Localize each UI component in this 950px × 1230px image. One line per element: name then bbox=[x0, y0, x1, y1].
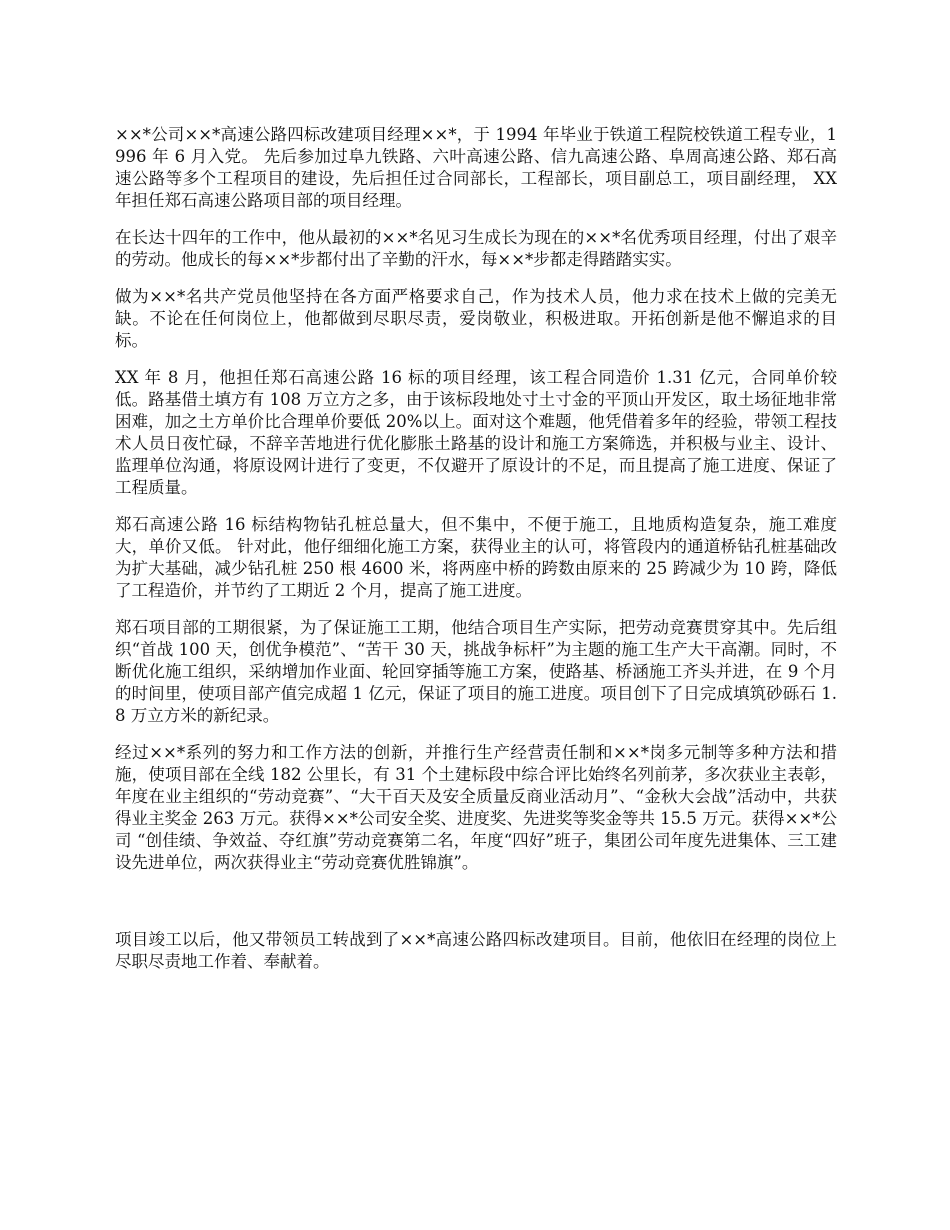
paragraph-conclusion: 项目竣工以后，他又带领员工转战到了××*高速公路四标改建项目。目前，他依旧在经理的岗位上尽职尽责地工作着、奉献着。 bbox=[115, 930, 837, 971]
paragraph-career-growth: 在长达十四年的工作中，他从最初的××*名见习生成长为现在的××*名优秀项目经理，付出了艰辛的劳动。他成长的每××*步都付出了辛勤的汗水，每××*步都走得踏踏实实。 bbox=[115, 228, 837, 269]
document-body bbox=[115, 124, 837, 988]
paragraph-labor-competition: 郑石项目部的工期很紧，为了保证施工工期，他结合项目生产实际，把劳动竞赛贯穿其中。先后组织“首战 100 天，创优争模范”、“苦干 30 天，挑战争标杆”为主题的施工生产大干高潮。同时，不断优化施工组织，采纳增加作业面、轮回穿插等施工方案，使路基、桥涵施工齐头并进，在 9 个月的时间里，使项目部产值完成超 1 亿元，保证了项目的施工进度。项目创下了日完成填筑砂砾石 1.8 万立方米的新纪录。 bbox=[115, 618, 837, 725]
paragraph-party-member: 做为××*名共产党员他坚持在各方面严格要求自己，作为技术人员，他力求在技术上做的完美无缺。不论在任何岗位上，他都做到尽职尽责，爱岗敬业，积极进取。开拓创新是他不懈追求的目标。 bbox=[115, 287, 837, 350]
paragraph-bored-piles: 郑石高速公路 16 标结构物钻孔桩总量大，但不集中，不便于施工，且地质构造复杂，施工难度大，单价又低。 针对此，他仔细细化施工方案，获得业主的认可，将管段内的通道桥钻孔桩基础改为扩大基础，减少钻孔桩 250 根 4600 米，将两座中桥的跨数由原来的 25 跨减少为 10 跨，降低了工程造价，并节约了工期近 2 个月，提高了施工进度。 bbox=[115, 515, 837, 600]
paragraph-intro: ××*公司××*高速公路四标改建项目经理××*，于 1994 年毕业于铁道工程院校铁道工程专业，1996 年 6 月入党。 先后参加过阜九铁路、六叶高速公路、信九高速公路、阜周高速公路、郑石高速公路等多个工程项目的建设，先后担任过合同部长，工程部长，项目副总工，项目副经理， XX 年担任郑石高速公路项目部的项目经理。 bbox=[115, 125, 837, 210]
paragraph-awards: 经过××*系列的努力和工作方法的创新，并推行生产经营责任制和××*岗多元制等多种方法和措施，使项目部在全线 182 公里长，有 31 个土建标段中综合评比始终名列前茅，多次获业主表彰，年度在业主组织的“劳动竞赛”、“大干百天及安全质量反商业活动月”、“金秋大会战”活动中，共获得业主奖金 263 万元。获得××*公司安全奖、进度奖、先进奖等奖金等共 15.5 万元。获得××*公司 “创佳绩、争效益、夺红旗”劳动竞赛第二名，年度“四好”班子，集团公司年度先进集体、三工建设先进单位，两次获得业主“劳动竞赛优胜锦旗”。 bbox=[115, 743, 838, 872]
paragraph-gap bbox=[115, 889, 837, 929]
paragraph-section16-manager: XX 年 8 月，他担任郑石高速公路 16 标的项目经理，该工程合同造价 1.31 亿元，合同单价较低。路基借土填方有 108 万立方之多，由于该标段地处寸土寸金的平顶山开发区，取土场征地非常困难，加之土方单价比合理单价要低 20%以上。面对这个难题，他凭借着多年的经验，带领工程技术人员日夜忙碌，不辞辛苦地进行优化膨胀土路基的设计和施工方案筛选，并积极与业主、设计、监理单位沟通，将原设网计进行了变更，不仅避开了原设计的不足，而且提高了施工进度、保证了工程质量。 bbox=[115, 368, 837, 497]
